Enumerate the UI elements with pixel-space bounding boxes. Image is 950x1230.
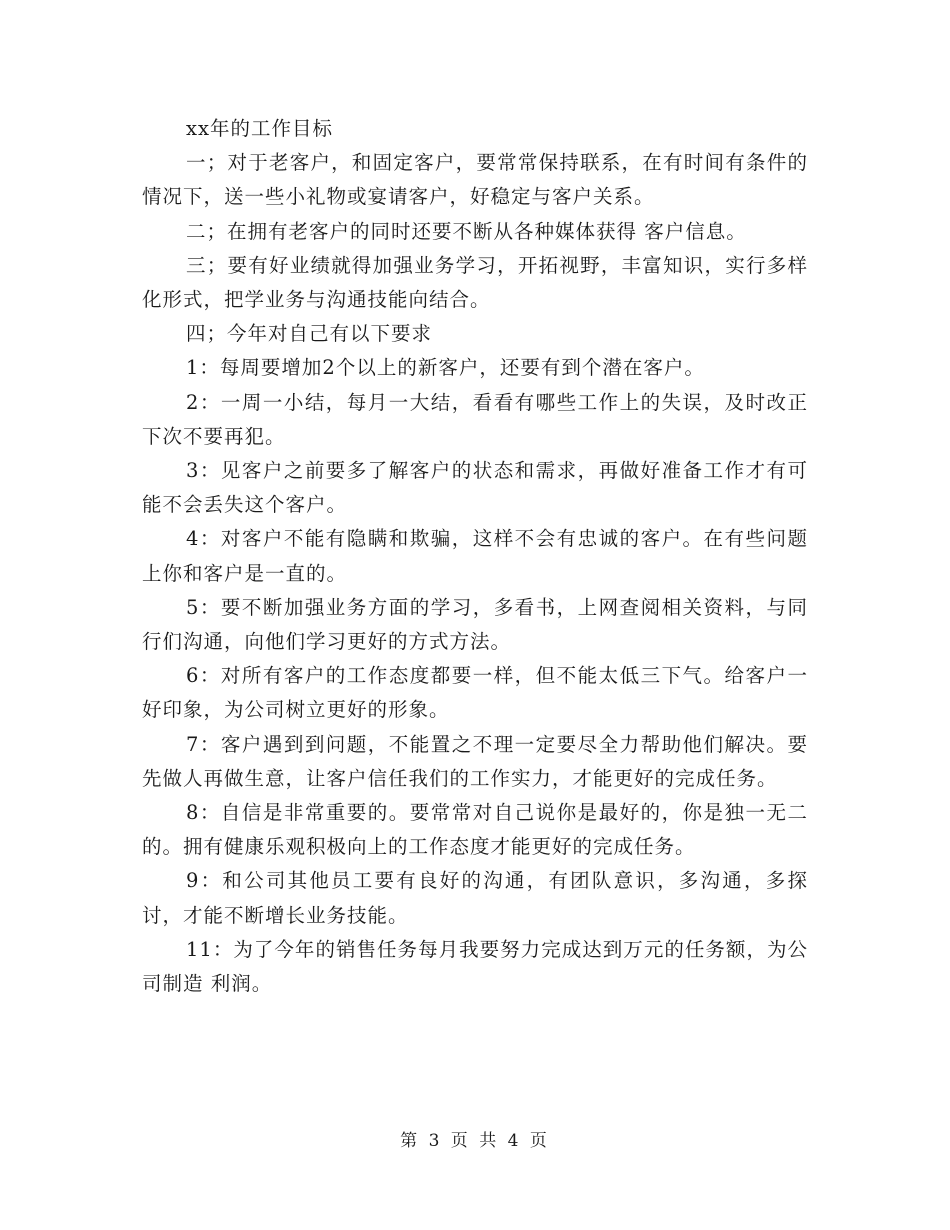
paragraph-requirement-2: 2：一周一小结，每月一大结，看看有哪些工作上的失误，及时改正下次不要再犯。 [142,390,808,448]
paragraph-requirement-11: 11：为了今年的销售任务每月我要努力完成达到万元的任务额，为公司制造 利润。 [142,937,808,996]
document-body [142,112,808,1001]
paragraph-requirement-7: 7：客户遇到到问题，不能置之不理一定要尽全力帮助他们解决。要先做人再做生意，让客户信任我们的工作实力，才能更好的完成任务。 [142,732,808,790]
paragraph-goal-2: 二；在拥有老客户的同时还要不断从各种媒体获得 客户信息。 [186,219,747,243]
paragraph-requirement-8: 8：自信是非常重要的。要常常对自己说你是最好的，你是独一无二的。拥有健康乐观积极向上的工作态度才能更好的完成任务。 [142,801,808,859]
paragraph-goal-3: 三；要有好业绩就得加强业务学习，开拓视野，丰富知识，实行多样化形式，把学业务与沟通技能向结合。 [142,253,808,312]
paragraph-goal-1: 一；对于老客户，和固定客户，要常常保持联系，在有时间有条件的情况下，送一些小礼物或宴请客户，好稳定与客户关系。 [142,151,808,209]
paragraph-goal-4: 四；今年对自己有以下要求 [186,322,433,346]
paragraph-requirement-5: 5：要不断加强业务方面的学习，多看书，上网查阅相关资料，与同行们沟通，向他们学习更好的方式方法。 [142,595,808,654]
paragraph-requirement-3: 3：见客户之前要多了解客户的状态和需求，再做好准备工作才有可能不会丢失这个客户。 [142,459,808,517]
paragraph-requirement-9: 9：和公司其他员工要有良好的沟通，有团队意识，多沟通，多探讨，才能不断增长业务技能。 [142,869,808,927]
paragraph-requirement-6: 6：对所有客户的工作态度都要一样，但不能太低三下气。给客户一好印象，为公司树立更好的形象。 [142,664,808,722]
paragraph-requirement-4: 4：对客户不能有隐瞒和欺骗，这样不会有忠诚的客户。在有些问题上你和客户是一直的。 [142,527,808,585]
paragraph-heading: xx年的工作目标 [186,117,333,140]
page-footer: 第 3 页 共 4 页 [400,1131,550,1151]
paragraph-requirement-1: 1：每周要增加2个以上的新客户，还要有到个潜在客户。 [186,356,705,380]
